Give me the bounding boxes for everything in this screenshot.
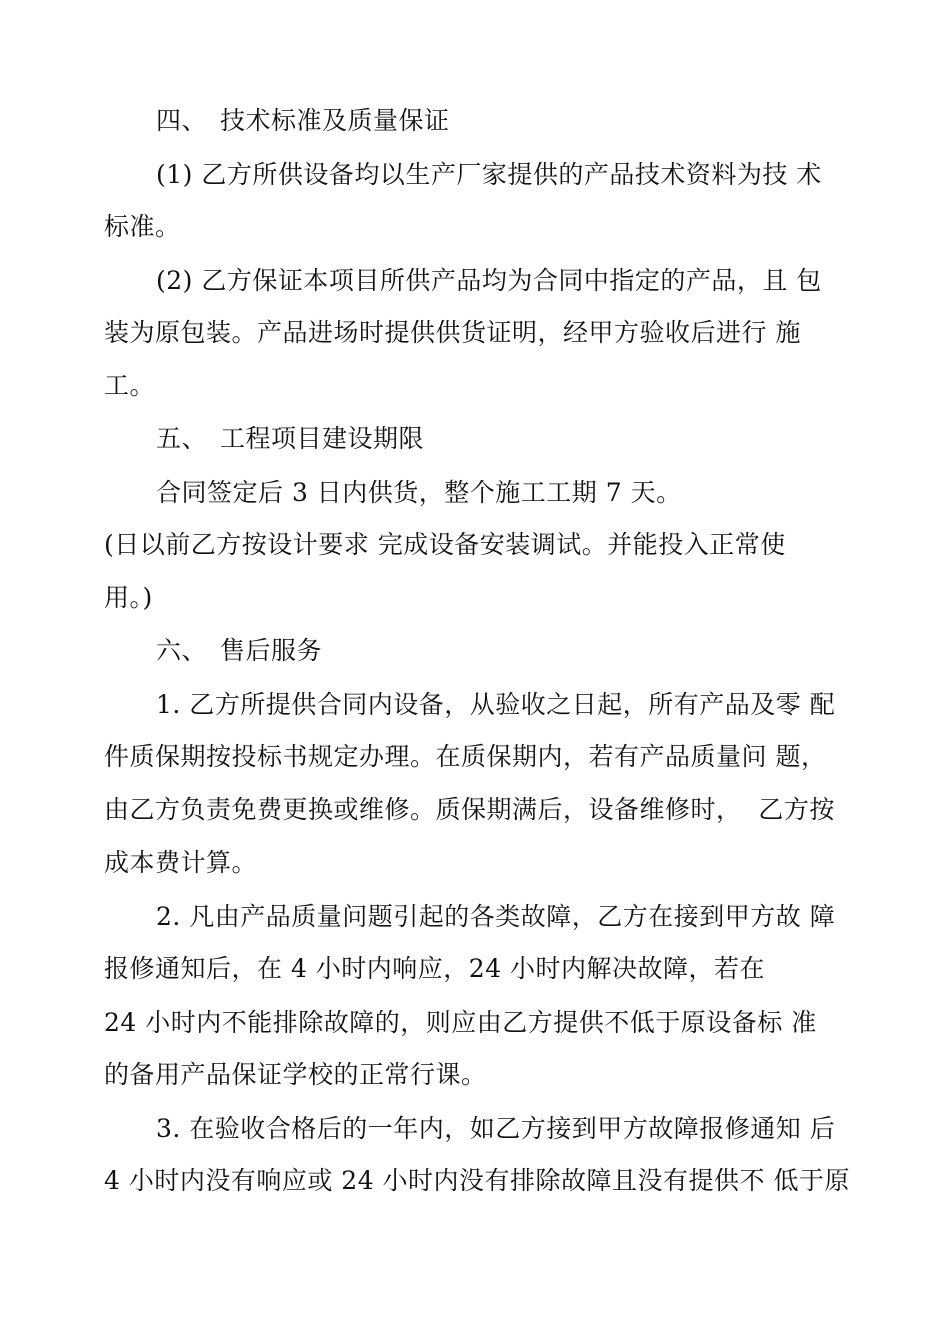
section-heading-6: 六、 售后服务 [156,636,323,665]
paragraph-line: 由乙方负责免费更换或维修。质保期满后，设备维修时， 乙方按 [104,795,835,824]
section-heading-4: 四、 技术标准及质量保证 [156,106,450,135]
paragraph-line: 用。) [104,583,153,612]
paragraph-line: 合同签定后 3 日内供货，整个施工工期 7 天。 [156,478,682,507]
paragraph-line: (日以前乙方按设计要求 完成设备安装调试。并能投入正常使 [104,530,786,559]
paragraph-line: 24 小时内不能排除故障的，则应由乙方提供不低于原设备标 准 [104,1008,817,1037]
paragraph-line: 2. 凡由产品质量问题引起的各类故障，乙方在接到甲方故 障 [156,902,836,931]
paragraph-line: 的备用产品保证学校的正常行课。 [104,1060,487,1089]
paragraph-line: 标准。 [104,212,181,241]
paragraph-line: 成本费计算。 [104,848,258,877]
paragraph-line: (1) 乙方所供设备均以生产厂家提供的产品技术资料为技 术 [156,160,822,189]
paragraph-line: 4 小时内没有响应或 24 小时内没有排除故障且没有提供不 低于原 [104,1166,851,1195]
paragraph-line: (2) 乙方保证本项目所供产品均为合同中指定的产品，且 包 [156,266,822,295]
paragraph-line: 3. 在验收合格后的一年内，如乙方接到甲方故障报修通知 后 [156,1114,836,1143]
paragraph-line: 件质保期按投标书规定办理。在质保期内，若有产品质量问 题， [104,742,827,771]
section-heading-5: 五、 工程项目建设期限 [156,424,425,453]
paragraph-line: 报修通知后，在 4 小时内响应，24 小时内解决故障，若在 [104,954,766,983]
paragraph-line: 1. 乙方所提供合同内设备，从验收之日起，所有产品及零 配 [156,690,836,719]
paragraph-line: 装为原包装。产品进场时提供供货证明，经甲方验收后进行 施 [104,318,801,347]
paragraph-line: 工。 [104,371,156,400]
